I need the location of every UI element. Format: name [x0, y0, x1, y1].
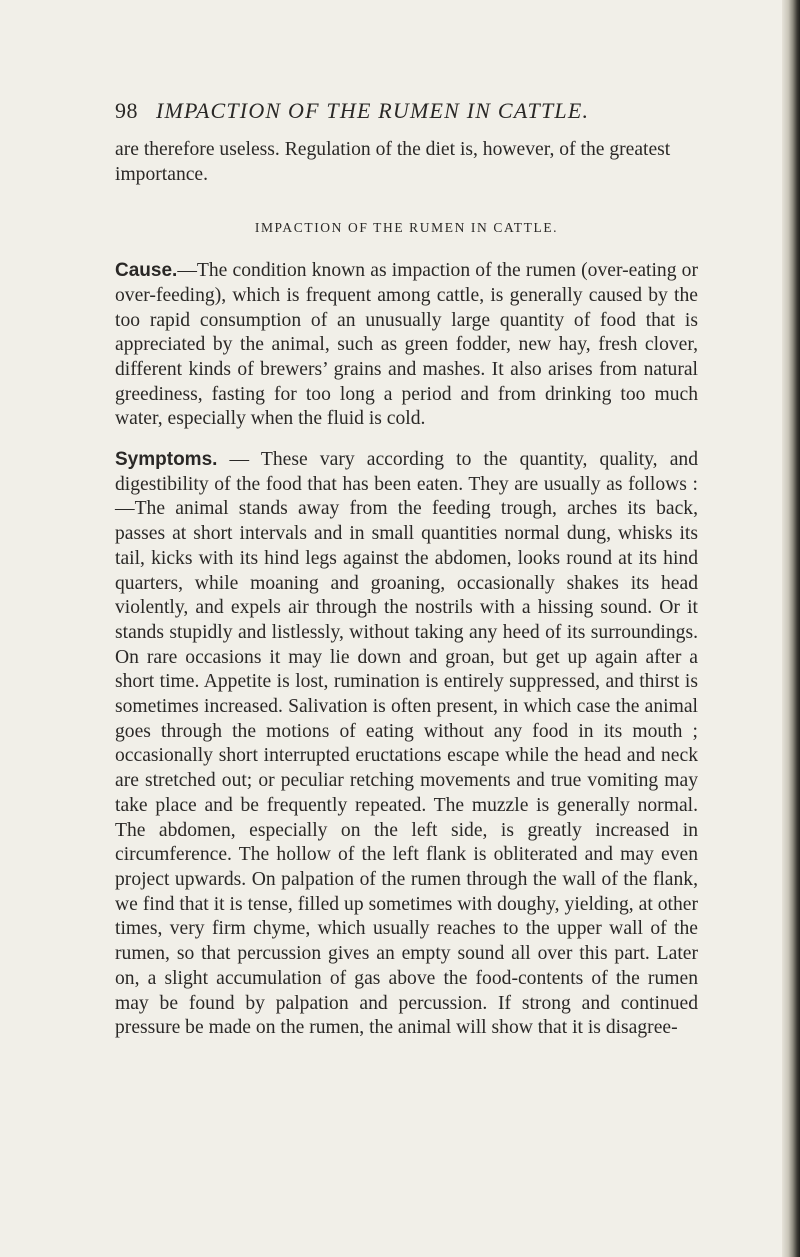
continuation-paragraph: are therefore useless. Regulation of the diet is, however, of the greatest importance.	[115, 139, 671, 185]
page-number: 98	[115, 98, 138, 123]
cause-heading: Cause.	[115, 260, 178, 282]
symptoms-text: — These vary according to the quantity, quality, and digestibility of the food that has been eaten. They are usually as follows :—The animal stands away from the feeding trough, arches its back, passes at short intervals and in small quantities normal dung, whisks its tail, kicks with its hind legs against the abdomen, looks round at its hind quarters, while moaning and groaning, occasionally shakes its head violently, and expels air through the nostrils with a hissing sound. Or it stands stupidly and listlessly, without taking any heed of its surroundings. On rare occasions it may lie down and groan, but get up again after a short time. Appetite is lost, rumination is entirely suppressed, and thirst is sometimes increased. Salivation is often present, in which case the animal goes through the motions of eating without any food in its mouth ; occasionally short interrupted eructations escape while the head and neck are stretched out; or peculiar retching movements and true vomiting may take place and be frequently repeated. The muzzle is generally normal. The abdomen, especially on the left side, is greatly increased in circumference. The hollow of the left flank is obliterated and may even project upwards. On palpation of the rumen through the wall of the flank, we find that it is tense, filled up sometimes with doughy, yielding, at other times, very firm chyme, which usually reaches to the upper wall of the rumen, so that percussion gives an empty sound all over this part. Later on, a slight accumulation of gas above the food-contents of the rumen may be found by palpation and percussion. If strong and continued pressure be made on the rumen, the animal will show that it is disagree-	[115, 449, 698, 1039]
running-title: IMPACTION OF THE RUMEN IN CATTLE.	[156, 98, 590, 123]
cause-text: —The condition known as impaction of the rumen (over-eating or over-feeding), which is frequent among cattle, is generally caused by the too rapid consumption of an unusually large quantity of food that is appreciated by the animal, such as green fodder, new hay, fresh clover, different kinds of brewers’ grains and mashes. It also arises from natural greediness, fasting for too long a period and from drinking too much water, especially when the fluid is cold.	[115, 260, 698, 430]
page-body	[115, 138, 698, 1057]
cause-paragraph	[115, 259, 698, 432]
page-binding-edge	[782, 0, 800, 1257]
symptoms-heading: Symptoms.	[115, 449, 218, 471]
section-heading: IMPACTION OF THE RUMEN IN CATTLE.	[254, 220, 559, 236]
running-head	[115, 98, 715, 124]
symptoms-paragraph	[115, 448, 698, 1041]
